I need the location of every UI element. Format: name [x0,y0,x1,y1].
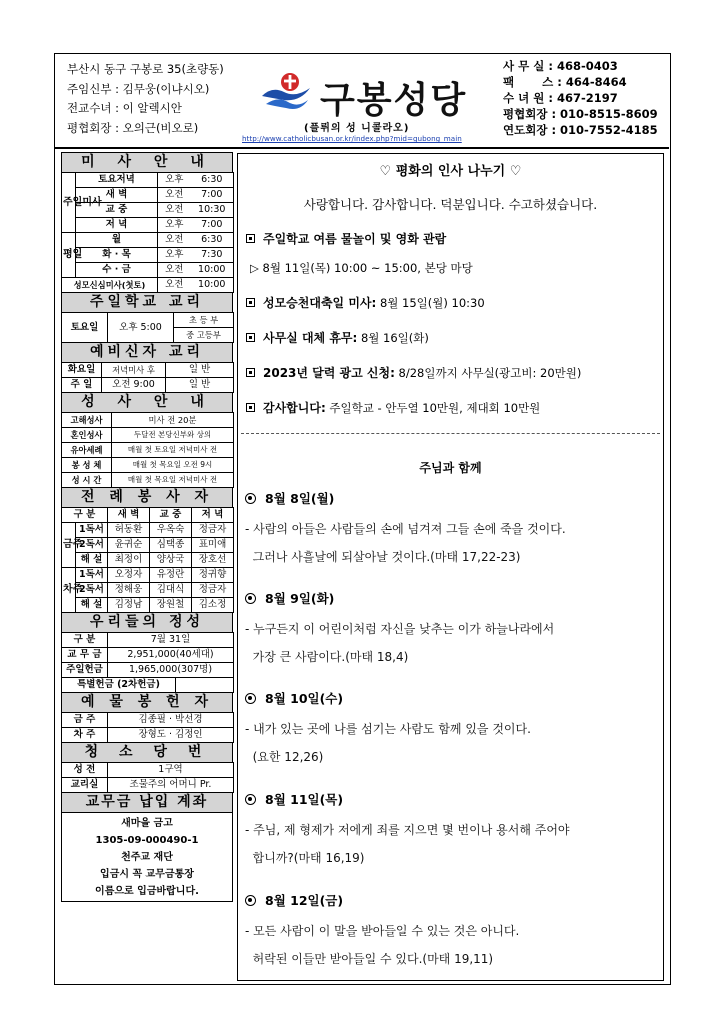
verse-line: - 누구든지 이 어린이처럼 자신을 낮추는 이가 하늘나라에서 [245,622,555,636]
table-row: 교리실 조물주의 어머니 Pr. [62,778,234,793]
servers-title: 전 례 봉 사 자 [61,487,233,508]
table-row: 화요일 저녁미사 후 일 반 [62,363,234,378]
table-row: 주일헌금 1,965,000(307명) [62,663,234,678]
verse-line: 합니까?(마태 16,19) [245,851,365,865]
flower-table [61,712,234,743]
cleaning-table [61,762,234,793]
table-row: 화 · 목 오후 7:30 [62,248,234,263]
sunday-school-table [61,312,234,343]
dashed-divider [241,433,660,434]
pastor: 주임신부 : 김무웅(이냐시오) [67,81,210,96]
table-row: 봉 성 체 매월 첫 목요일 오전 9시 [62,458,234,473]
table-row: 새 벽 오전 7:00 [62,188,234,203]
mass-title: 미 사 안 내 [61,152,233,173]
news-column [237,153,664,981]
account-info: 새마을 금고 1305-09-000490-1 천주교 재단 입금시 꼭 교무금통장 이름으로 입금바랍니다. [61,812,233,902]
notice-item: ▷ 8월 11일(목) 10:00 ~ 15:00, 본당 마당 [250,261,473,275]
table-row: 성모신심미사(첫토) 오전 10:00 [62,278,234,293]
verse-line: - 주님, 제 형제가 저에게 죄를 지으면 몇 번이나 용서해 주어야 [245,823,570,837]
website-link[interactable]: http://www.catholicbusan.or.kr/index.php?mid=gubong_main [242,134,462,143]
contact-fax: 팩 스 : 464-8464 [503,75,627,89]
bullet-square-icon [246,234,255,243]
table-row: 유아세례 매월 첫 토요일 저녁미사 전 [62,443,234,458]
info-column [61,153,233,902]
mass-table [61,172,234,293]
table-row: 교 중 오전 10:30 [62,203,234,218]
cleaning-title: 청 소 당 번 [61,742,233,763]
table-row: 혼인성사 두달전 본당신부와 상의 [62,428,234,443]
bulletin-header [55,54,669,146]
bullet-square-icon [246,368,255,377]
bullet-square-icon [246,333,255,342]
table-row: 교 무 금 2,951,000(40세대) [62,648,234,663]
greeting-text: 사랑합니다. 감사합니다. 덕분입니다. 수고하셨습니다. [303,197,598,212]
address: 부산시 동구 구봉로 35(초량동) [67,62,224,76]
table-row: 성 시 간 매월 첫 목요일 저녁미사 전 [62,473,234,488]
bullet-circle-icon [245,895,256,906]
verse-line: (요한 12,26) [245,750,324,764]
logo-area [242,60,500,144]
verse-line: 그러나 사흘날에 되살아날 것이다.(마태 17,22-23) [245,550,521,564]
day-heading: 8월 8일(월) [245,489,334,507]
sunday-school-title: 주일학교 교리 [61,292,233,313]
contact-memorial: 연도회장 : 010-7552-4185 [503,123,658,137]
council-president: 평협회장 : 오의근(비오로) [67,120,199,135]
bullet-square-icon [246,403,255,412]
parish-emblem-icon [260,72,312,114]
table-row: 구 분 7월 31일 [62,633,234,648]
table-row: 금 주 김종필 · 박선경 [62,713,234,728]
with-lord-title: 주님과 함께 [419,461,482,475]
day-heading: 8월 10일(수) [245,689,343,707]
notice-item: 2023년 달력 광고 신청: 8/28일까지 사무실(광고비: 20만원) [246,364,581,381]
offering-title: 우리들의 정성 [61,612,233,633]
table-row: 차 주 장형도 · 김정인 [62,728,234,743]
bullet-circle-icon [245,693,256,704]
notice-item: 감사합니다: 주일학교 - 안두열 10만원, 제대회 10만원 [246,399,540,416]
contact-office: 사 무 실 : 468-0403 [503,59,618,73]
verse-line: - 사람의 아들은 사람들의 손에 넘겨져 그들 손에 죽을 것이다. [245,522,566,536]
table-row: 주 일 오전 9:00 일 반 [62,378,234,393]
contact-council: 평협회장 : 010-8515-8609 [503,107,658,121]
table-row: 고해성사 미사 전 20분 [62,413,234,428]
table-row: 2독서 정해웅 김대식 정금자 [62,583,234,598]
day-heading: 8월 9일(화) [245,589,334,607]
contact-convent: 수 녀 원 : 467-2197 [503,91,618,105]
flower-title: 예 물 봉 헌 자 [61,692,233,713]
verse-line: 가장 큰 사람이다.(마태 18,4) [245,650,409,664]
weekday-label: 평일 [62,233,76,278]
table-row: 구 분 새 벽 교 중 저 녁 [62,508,234,523]
patron-saint: (플뤼의 성 니콜라오) [304,123,410,134]
verse-line: 허락된 이들만 받아들일 수 있다.(마태 19,11) [245,952,494,966]
table-row: 해 설 김정남 장원철 김소정 [62,598,234,613]
table-row: 수 · 금 오전 10:00 [62,263,234,278]
notice-item: 주일학교 여름 물놀이 및 영화 관람 [246,230,446,247]
parish-info [67,60,257,138]
header-divider [55,147,669,149]
notice-item: 사무실 대체 휴무: 8월 16일(화) [246,329,429,346]
verse-line: - 내가 있는 곳에 나를 섬기는 사람도 함께 있을 것이다. [245,722,531,736]
table-row: 특별헌금 (2차헌금) [62,678,234,693]
catechumen-title: 예비신자 교리 [61,342,233,363]
catechumen-table [61,362,234,393]
table-row: 토요일 오후 5:00 초 등 부 [62,313,234,328]
verse-line: - 모든 사람이 이 말을 받아들일 수 있는 것은 아니다. [245,924,520,938]
servers-table [61,507,234,613]
day-heading: 8월 12일(금) [245,891,343,909]
notice-item: 성모승천대축일 미사: 8월 15일(월) 10:30 [246,294,485,311]
parish-name: 구봉성당 [320,80,468,121]
table-row: 해 설 최정이 양상국 장호선 [62,553,234,568]
bullet-square-icon [246,298,255,307]
bulletin-frame [54,53,671,985]
sunday-label: 주일미사 [62,173,76,233]
table-row: 금주 1독서 허동환 우옥숙 정금자 [62,523,234,538]
table-row: 2독서 윤귀순 심택종 표미애 [62,538,234,553]
contact-list [503,58,671,138]
day-heading: 8월 11일(목) [245,790,343,808]
catechist: 전교수녀 : 이 알렉시안 [67,101,182,115]
bullet-circle-icon [245,794,256,805]
table-row: 차주 1독서 오정자 유정란 정귀향 [62,568,234,583]
bullet-circle-icon [245,593,256,604]
sacrament-title: 성 사 안 내 [61,392,233,413]
table-row: 저 녁 오후 7:00 [62,218,234,233]
table-row: 평일 월 오전 6:30 [62,233,234,248]
offering-table [61,632,234,693]
table-row: 성 전 1구역 [62,763,234,778]
account-title: 교무금 납입 계좌 [61,792,233,813]
table-row: 중 고등부 [62,328,234,343]
table-row: 주일미사 토요저녁 오후 6:30 [62,173,234,188]
bullet-circle-icon [245,493,256,504]
sacrament-table [61,412,234,488]
greeting-title: ♡ 평화의 인사 나누기 ♡ [379,164,522,179]
